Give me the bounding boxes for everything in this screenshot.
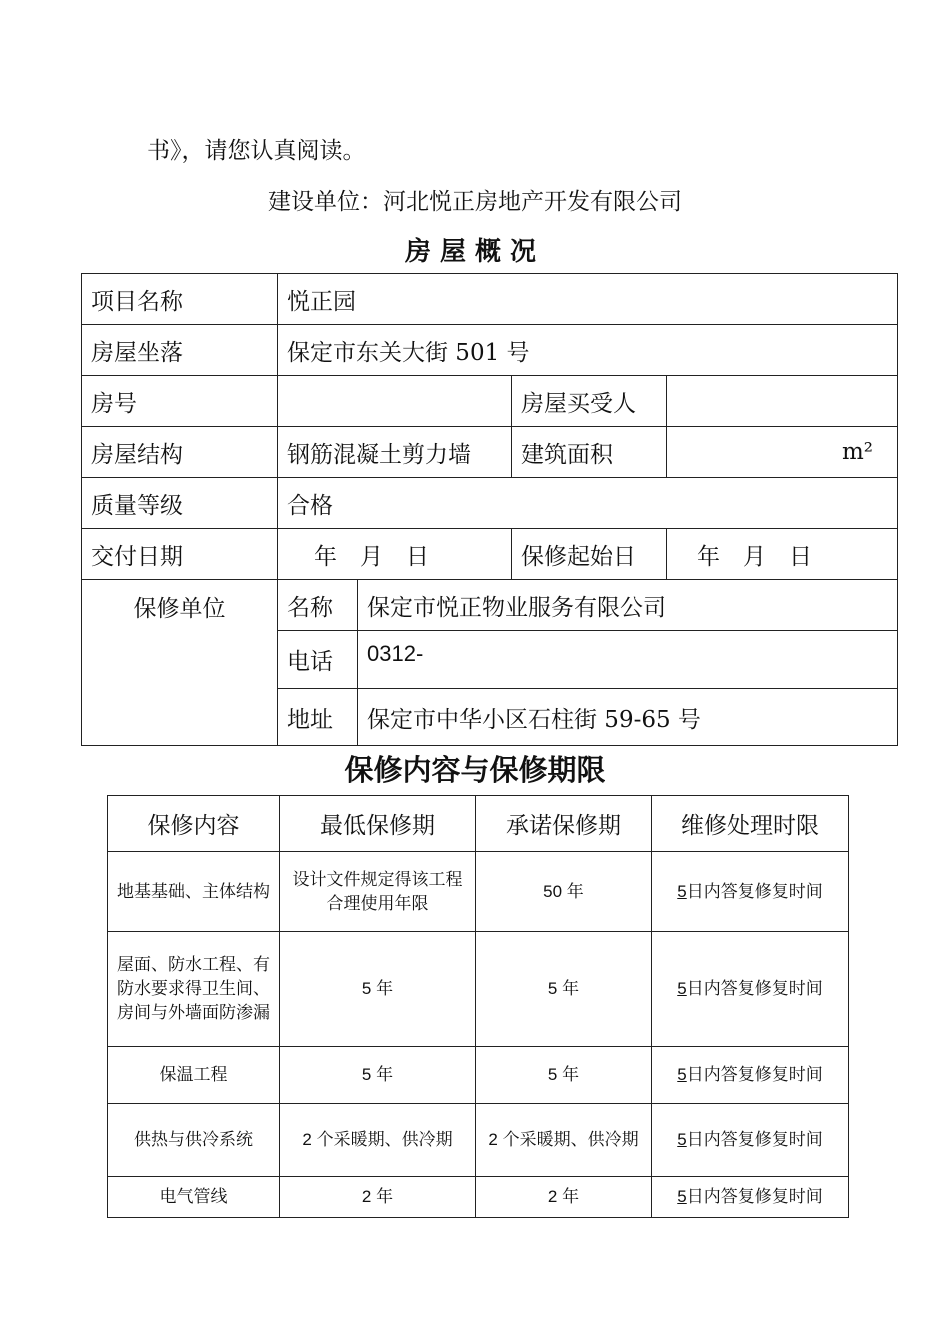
area-label: 建筑面积 [512,427,667,478]
cell-content: 电气管线 [108,1177,280,1218]
cell-content: 地基基础、主体结构 [108,852,280,932]
address-value: 保定市中华小区石柱街 59-65 号 [358,689,898,746]
name-value: 保定市悦正物业服务有限公司 [358,580,898,631]
limit-days: 5 [677,979,687,998]
table-row [108,1047,849,1104]
row-structure [82,427,898,478]
section-title-warranty: 保修内容与保修期限 [344,753,606,787]
header-promised-period: 承诺保修期 [476,796,652,852]
intro-text: 书》，请您认真阅读。 [147,138,366,164]
house-overview-table [81,273,898,746]
row-project [82,274,898,325]
warranty-header-row [108,796,849,852]
room-value [278,376,512,427]
header-min-period: 最低保修期 [280,796,476,852]
address-label: 地址 [278,689,358,746]
area-value [667,427,898,478]
row-delivery [82,529,898,580]
project-value: 悦正园 [278,274,898,325]
structure-value: 钢筋混凝土剪力墙 [278,427,512,478]
limit-text: 日内答复修复时间 [686,1187,823,1207]
location-value: 保定市东关大街 501 号 [278,325,898,376]
area-unit: m² [841,439,874,465]
builder-line: 建设单位：河北悦正房地产开发有限公司 [268,189,682,215]
cell-promise: 50 年 [476,852,652,932]
cell-min: 5 年 [280,1047,476,1104]
buyer-value [667,376,898,427]
limit-text: 日内答复修复时间 [686,1065,823,1085]
location-label: 房屋坐落 [82,325,278,376]
header-content: 保修内容 [108,796,280,852]
section-title-house-overview: 房屋概况 [404,237,545,267]
name-label: 名称 [278,580,358,631]
buyer-label: 房屋买受人 [512,376,667,427]
cell-promise: 2 个采暖期、供冷期 [476,1104,652,1177]
warranty-unit-label: 保修单位 [82,580,278,746]
delivery-value: 年 月 日 [278,529,512,580]
limit-text: 日内答复修复时间 [686,881,823,902]
room-label: 房号 [82,376,278,427]
phone-label: 电话 [278,631,358,689]
warranty-start-label: 保修起始日 [512,529,667,580]
cell-promise: 5 年 [476,1047,652,1104]
cell-min: 5 年 [280,932,476,1047]
structure-label: 房屋结构 [82,427,278,478]
limit-days: 5 [677,1187,687,1206]
cell-limit [652,932,849,1047]
row-unit-name [82,580,898,631]
limit-days: 5 [677,1065,687,1084]
cell-limit [652,852,849,932]
cell-min: 设计文件规定得该工程合理使用年限 [280,852,476,932]
delivery-label: 交付日期 [82,529,278,580]
grade-value: 合格 [278,478,898,529]
cell-min: 2 个采暖期、供冷期 [280,1104,476,1177]
cell-limit [652,1047,849,1104]
warranty-start-value: 年 月 日 [667,529,898,580]
cell-promise: 5 年 [476,932,652,1047]
limit-text: 日内答复修复时间 [686,979,823,999]
table-row [108,1104,849,1177]
table-row [108,1177,849,1218]
cell-content: 供热与供冷系统 [108,1104,280,1177]
cell-limit [652,1104,849,1177]
row-grade [82,478,898,529]
limit-days: 5 [677,1130,687,1149]
row-room [82,376,898,427]
header-repair-limit: 维修处理时限 [652,796,849,852]
cell-promise: 2 年 [476,1177,652,1218]
warranty-table [107,795,849,1218]
limit-days: 5 [677,881,687,901]
project-label: 项目名称 [82,274,278,325]
table-row [108,852,849,932]
limit-text: 日内答复修复时间 [686,1130,823,1150]
phone-value: 0312- [358,631,898,689]
cell-content: 屋面、防水工程、有防水要求得卫生间、房间与外墙面防渗漏 [108,932,280,1047]
cell-limit [652,1177,849,1218]
cell-content: 保温工程 [108,1047,280,1104]
grade-label: 质量等级 [82,478,278,529]
cell-min: 2 年 [280,1177,476,1218]
table-row [108,932,849,1047]
row-location [82,325,898,376]
